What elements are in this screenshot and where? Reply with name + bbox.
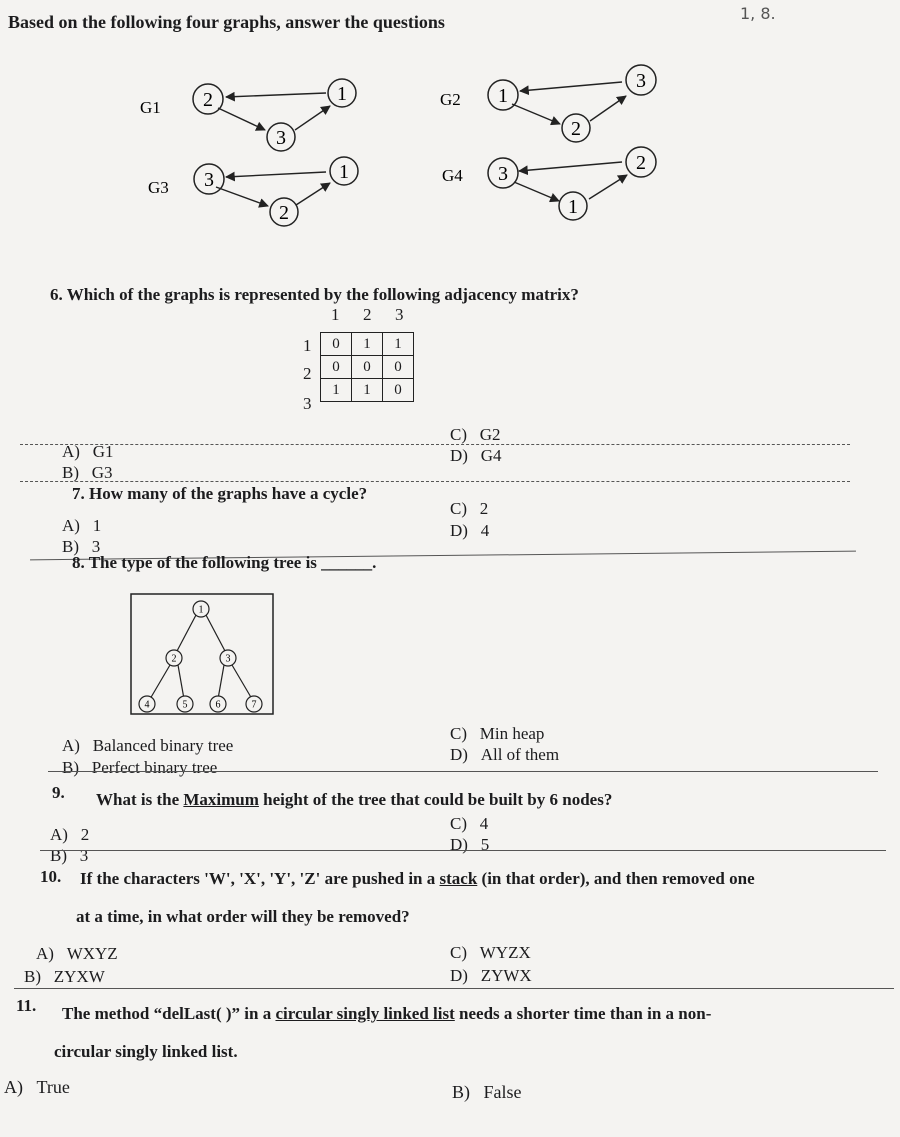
svg-text:2: 2	[636, 152, 646, 174]
g4-edge-3-to-1	[514, 182, 559, 201]
q8-number: 8.	[72, 553, 85, 572]
q10-option-b[interactable]: B) ZYXW	[24, 967, 105, 986]
g3-node-3	[194, 164, 224, 194]
binary-tree-figure	[130, 593, 274, 715]
g3-node-1	[330, 157, 358, 185]
q8-option-c[interactable]: C) Min heap	[450, 724, 545, 743]
matrix-row-header-3: 3	[303, 394, 312, 413]
q10-option-c[interactable]: C) WYZX	[450, 943, 531, 962]
matrix-cell: 1	[352, 379, 383, 402]
q10-option-d[interactable]: D) ZYWX	[450, 966, 532, 985]
matrix-col-header-1: 1	[331, 305, 340, 324]
g2-edges	[512, 82, 626, 124]
g1-label: G1	[140, 98, 161, 117]
svg-text:4: 4	[144, 699, 150, 711]
g3-label: G3	[148, 178, 169, 197]
g4-edge-2-to-3	[519, 162, 622, 171]
tree-node-2	[166, 650, 182, 666]
q10-option-a[interactable]: A) WXYZ	[36, 944, 118, 963]
q6-question	[50, 285, 579, 305]
matrix-cell: 1	[352, 333, 383, 356]
matrix-row-header-2: 2	[303, 364, 312, 383]
q7-number: 7.	[72, 484, 85, 503]
q9-text: What is the Maximum height of the tree that could be built by 6 nodes?	[96, 790, 613, 809]
svg-text:3: 3	[636, 70, 646, 92]
g1-node-1	[328, 79, 356, 107]
g4-edge-1-to-2	[589, 175, 627, 199]
matrix-col-header-2: 2	[363, 305, 372, 324]
svg-text:3: 3	[276, 127, 286, 149]
q8-option-a[interactable]: A) Balanced binary tree	[62, 736, 234, 755]
q9-option-a[interactable]: A) 2	[50, 825, 90, 844]
q6-option-a[interactable]: A) G1	[62, 442, 114, 461]
tree-node-1	[193, 601, 209, 617]
tree-node-6	[210, 696, 226, 712]
q7-option-a[interactable]: A) 1	[62, 516, 102, 535]
matrix-cell: 0	[383, 379, 414, 402]
g2-node-1	[488, 80, 518, 110]
svg-text:1: 1	[498, 85, 508, 107]
q6-option-b[interactable]: B) G3	[62, 463, 113, 482]
svg-text:5: 5	[182, 699, 188, 711]
q6-text: Which of the graphs is represented by the following adjacency matrix?	[66, 285, 579, 304]
g3-edges	[216, 172, 330, 206]
matrix-col-header-3: 3	[395, 305, 404, 324]
g1-node-2	[193, 84, 223, 114]
q7-text: How many of the graphs have a cycle?	[89, 484, 368, 503]
adjacency-matrix	[320, 332, 414, 402]
g3-node-2	[270, 198, 298, 226]
q9-option-c[interactable]: C) 4	[450, 814, 489, 833]
divider-line	[40, 850, 886, 851]
svg-text:2: 2	[279, 202, 289, 224]
svg-text:3: 3	[225, 653, 231, 665]
g2-edge-1-to-2	[512, 104, 560, 124]
g1-edge-3-to-1	[295, 106, 330, 130]
matrix-row	[321, 356, 414, 379]
svg-text:3: 3	[204, 169, 214, 191]
q11-number: 11.	[16, 996, 37, 1015]
svg-text:2: 2	[203, 89, 213, 111]
divider-line	[48, 771, 878, 772]
g2-node-2	[562, 114, 590, 142]
svg-text:1: 1	[198, 604, 204, 616]
svg-text:1: 1	[339, 161, 349, 183]
q7-option-c[interactable]: C) 2	[450, 499, 489, 518]
svg-text:7: 7	[251, 699, 257, 711]
matrix-cell: 0	[321, 333, 352, 356]
g3-edge-1-to-3	[226, 172, 326, 177]
tree-node-5	[177, 696, 193, 712]
divider-line	[20, 444, 850, 445]
matrix-cell: 1	[383, 333, 414, 356]
g2-label: G2	[440, 90, 461, 109]
q8-option-d[interactable]: D) All of them	[450, 745, 560, 764]
tree-node-4	[139, 696, 155, 712]
q9-option-b[interactable]: B) 3	[50, 846, 89, 865]
q11-option-a[interactable]: A) True	[4, 1077, 70, 1097]
page-title: Based on the following four graphs, answer the questions	[8, 12, 445, 32]
q9-option-d[interactable]: D) 5	[450, 835, 490, 854]
q11-text: The method “delLast( )” in a circular singly linked list needs a shorter time than in a non-	[62, 1004, 712, 1023]
q6-option-c[interactable]: C) G2	[450, 425, 501, 444]
svg-text:2: 2	[171, 653, 177, 665]
q10-text-line2: at a time, in what order will they be removed?	[76, 907, 410, 926]
q7-option-b[interactable]: B) 3	[62, 537, 101, 556]
g3-edge-2-to-1	[296, 183, 330, 205]
g2-edge-3-to-1	[520, 82, 622, 91]
q7-question	[72, 484, 367, 504]
g2-edge-2-to-3	[590, 96, 626, 121]
divider-line	[20, 481, 850, 482]
svg-text:1: 1	[568, 196, 578, 218]
g1-edge-2-to-3	[218, 108, 265, 130]
tree-node-3	[220, 650, 236, 666]
matrix-row	[321, 333, 414, 356]
g3-edge-3-to-2	[216, 187, 268, 206]
svg-text:1: 1	[337, 83, 347, 105]
matrix-cell: 0	[321, 356, 352, 379]
matrix-cell: 0	[383, 356, 414, 379]
g4-label: G4	[442, 166, 463, 185]
g2-node-3	[626, 65, 656, 95]
svg-text:3: 3	[498, 163, 508, 185]
matrix-cell: 0	[352, 356, 383, 379]
g4-node-1	[559, 192, 587, 220]
g4-node-3	[488, 158, 518, 188]
svg-text:2: 2	[571, 118, 581, 140]
tree-node-7	[246, 696, 262, 712]
matrix-row	[321, 379, 414, 402]
q10-text: If the characters 'W', 'X', 'Y', 'Z' are pushed in a stack (in that order), and then removed one	[80, 869, 755, 888]
q6-number: 6.	[50, 285, 63, 304]
q7-option-d[interactable]: D) 4	[450, 521, 490, 540]
svg-text:6: 6	[215, 699, 221, 711]
corner-handwritten-note: 1, 8.	[740, 4, 776, 23]
q11-text-line2: circular singly linked list.	[54, 1042, 238, 1061]
q8-question	[72, 553, 376, 573]
graphs-figure	[0, 60, 900, 240]
g1-node-3	[267, 123, 295, 151]
q10-number: 10.	[40, 867, 62, 886]
g1-edge-1-to-2	[226, 93, 326, 97]
q8-text: The type of the following tree is ______.	[88, 553, 377, 572]
q11-option-b[interactable]: B) False	[452, 1082, 522, 1102]
g4-node-2	[626, 147, 656, 177]
matrix-cell: 1	[321, 379, 352, 402]
matrix-row-header-1: 1	[303, 336, 312, 355]
q6-option-d[interactable]: D) G4	[450, 446, 502, 465]
divider-line	[14, 988, 894, 989]
q8-option-b[interactable]: B) Perfect binary tree	[62, 758, 218, 777]
q9-number: 9.	[52, 783, 65, 802]
